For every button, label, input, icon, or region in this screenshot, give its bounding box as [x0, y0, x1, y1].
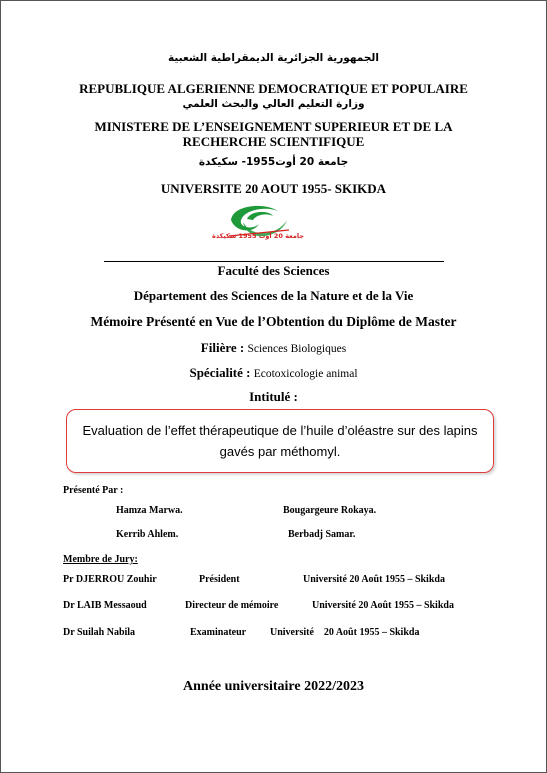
university-logo [212, 200, 304, 250]
academic-year: Année universitaire 2022/2023 [183, 679, 364, 694]
svg-text:جامعة 20 أوت 1955 سكيكدة: جامعة 20 أوت 1955 سكيكدة [212, 232, 304, 240]
presented-by-label: Présenté Par : [63, 485, 124, 496]
filiere-line [0, 340, 547, 356]
department-name: Département des Sciences de la Nature et de la Vie [133, 288, 414, 303]
jury-member-university: Université 20 Août 1955 – Skikda [303, 574, 445, 585]
intitule-label: Intitulé : [249, 389, 298, 404]
thesis-title: Evaluation de l’effet thérapeutique de l’huile d’oléastre sur des lapins gavés par méthomyl. [82, 423, 478, 459]
arabic-university-heading: جامعة 20 أوت1955- سكيكدة [198, 156, 349, 168]
filiere-value: Sciences Biologiques [247, 343, 347, 355]
jury-member-role: Examinateur [190, 627, 247, 638]
french-republic-heading: REPUBLIQUE ALGERIENNE DEMOCRATIQUE ET POPULAIRE [79, 81, 468, 96]
arabic-ministry-heading: وزارة التعليم العالي والبحث العلمي [182, 98, 365, 110]
french-university-heading: UNIVERSITE 20 AOUT 1955- SKIKDA [160, 181, 387, 196]
specialite-value: Ecotoxicologie animal [253, 368, 358, 380]
thesis-title-box [66, 409, 494, 473]
filiere-label: Filière : [200, 340, 248, 355]
jury-member-role: Directeur de mémoire [185, 600, 279, 611]
french-ministry-line1: MINISTERE DE L’ENSEIGNEMENT SUPERIEUR ET DE LA [94, 119, 453, 134]
memoire-statement: Mémoire Présenté en Vue de l’Obtention du Diplôme de Master [90, 314, 457, 329]
jury-member-name: Pr DJERROU Zouhir [63, 574, 157, 585]
jury-member-name: Dr LAIB Messaoud [63, 600, 147, 611]
jury-member-university: Université 20 Août 1955 – Skikda [312, 600, 454, 611]
faculty-name: Faculté des Sciences [217, 263, 330, 278]
jury-member-role: Président [199, 574, 240, 585]
student-name: Hamza Marwa. [116, 505, 183, 516]
specialite-label: Spécialité : [189, 365, 254, 380]
student-name: Berbadj Samar. [288, 529, 356, 540]
jury-member-name: Dr Suilah Nabila [63, 627, 136, 638]
arabic-republic-heading: الجمهورية الجزائرية الديمقراطية الشعبية [168, 52, 379, 64]
jury-label: Membre de Jury: [63, 554, 138, 565]
student-name: Kerrib Ahlem. [116, 529, 179, 540]
jury-member-university: Université 20 Août 1955 – Skikda [270, 627, 420, 638]
separator-rule [104, 261, 444, 262]
student-name: Bougargeure Rokaya. [283, 505, 377, 516]
french-ministry-line2: RECHERCHE SCIENTIFIQUE [182, 134, 365, 149]
specialite-line [0, 365, 547, 381]
